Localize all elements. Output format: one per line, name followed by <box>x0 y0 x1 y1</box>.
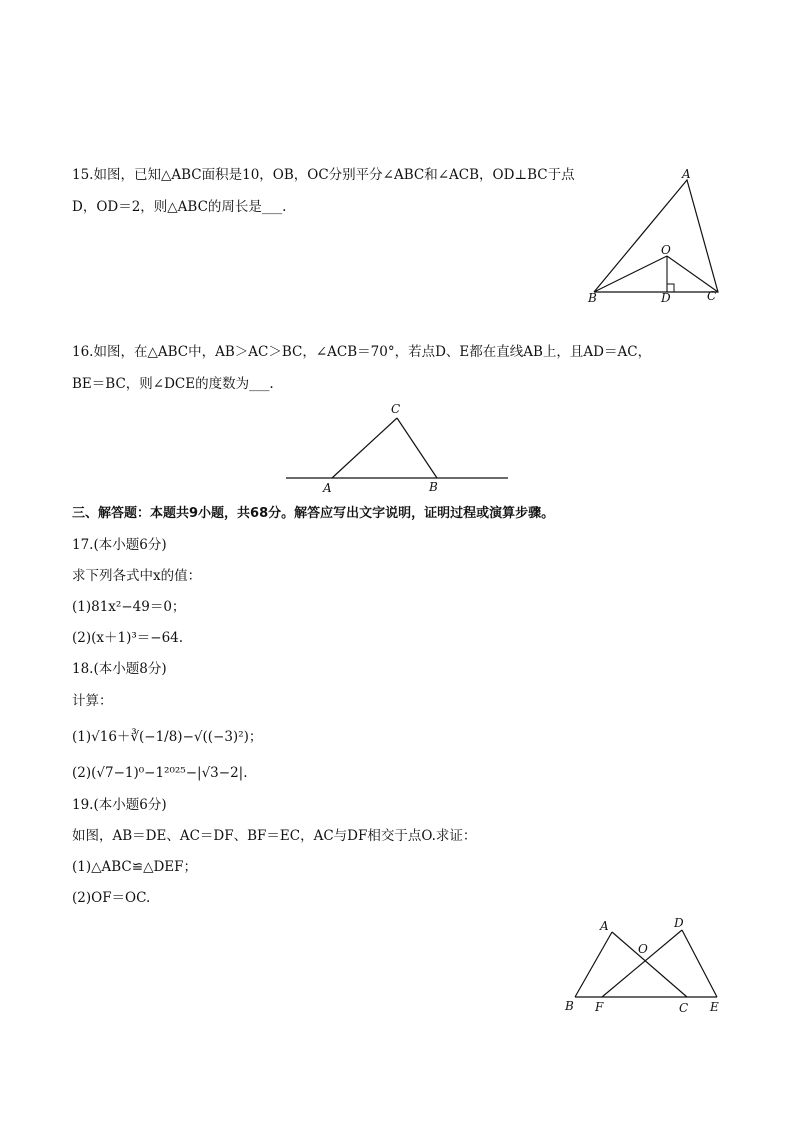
label-o: O <box>638 942 648 956</box>
label-a: A <box>600 919 609 933</box>
section-heading: 三、解答题：本题共9小题，共68分。解答应写出文字说明，证明过程或演算步骤。 <box>72 506 555 521</box>
label-f: F <box>595 1000 604 1014</box>
triangle-abc <box>594 180 718 292</box>
label-c: C <box>707 289 717 303</box>
label-e: E <box>710 1000 719 1014</box>
q17-part-2: (2)(x＋1)³＝−64. <box>72 630 184 646</box>
label-d: D <box>661 291 671 305</box>
segment-ob <box>594 256 667 292</box>
q19-part-1: (1)△ABC≌△DEF； <box>72 859 197 875</box>
label-b: B <box>565 999 574 1013</box>
q17-part-1: (1)81x²−49＝0； <box>72 599 186 615</box>
segment-ab <box>575 932 612 997</box>
q19-part-2: (2)OF＝OC. <box>72 890 151 906</box>
label-c: C <box>679 1001 689 1015</box>
segment-df <box>602 930 682 997</box>
segment-de <box>682 930 717 997</box>
segment-oc <box>667 256 718 292</box>
q18-header: 18.(本小题8分) <box>72 661 167 677</box>
label-o: O <box>661 243 671 257</box>
q17-prompt: 求下列各式中x的值： <box>72 568 202 584</box>
label-b: B <box>588 291 597 305</box>
label-a: A <box>682 167 691 181</box>
label-a: A <box>323 481 332 495</box>
q19-prompt: 如图，AB＝DE、AC＝DF、BF＝EC，AC与DF相交于点O.求证： <box>72 828 477 844</box>
q16-line-2: BE＝BC，则∠DCE的度数为___. <box>72 376 274 392</box>
label-c: C <box>391 402 401 416</box>
q16-figure <box>284 398 512 498</box>
q18-part-1: (1)√16＋∛(−1/8)−√((−3)²)； <box>72 729 263 745</box>
label-b: B <box>429 480 438 494</box>
q18-part-2: (2)(√7−1)⁰−1²⁰²⁵−|√3−2|. <box>72 765 248 781</box>
q19-figure <box>560 910 730 1020</box>
segment-ac <box>612 932 687 997</box>
q17-header: 17.(本小题6分) <box>72 537 167 553</box>
segment-cb <box>397 418 437 478</box>
label-d: D <box>674 916 684 930</box>
q19-header: 19.(本小题6分) <box>72 797 167 813</box>
segment-ca <box>332 418 397 478</box>
q15-figure <box>580 160 730 310</box>
q15-line-2: D，OD＝2，则△ABC的周长是___. <box>72 199 287 215</box>
q15-line-1: 15.如图，已知△ABC面积是10，OB，OC分别平分∠ABC和∠ACB，OD⊥BC于点 <box>72 167 575 183</box>
q16-line-1: 16.如图，在△ABC中，AB＞AC＞BC，∠ACB＝70°，若点D、E都在直线AB上，且AD＝AC， <box>72 344 652 360</box>
q18-prompt: 计算： <box>72 693 113 709</box>
